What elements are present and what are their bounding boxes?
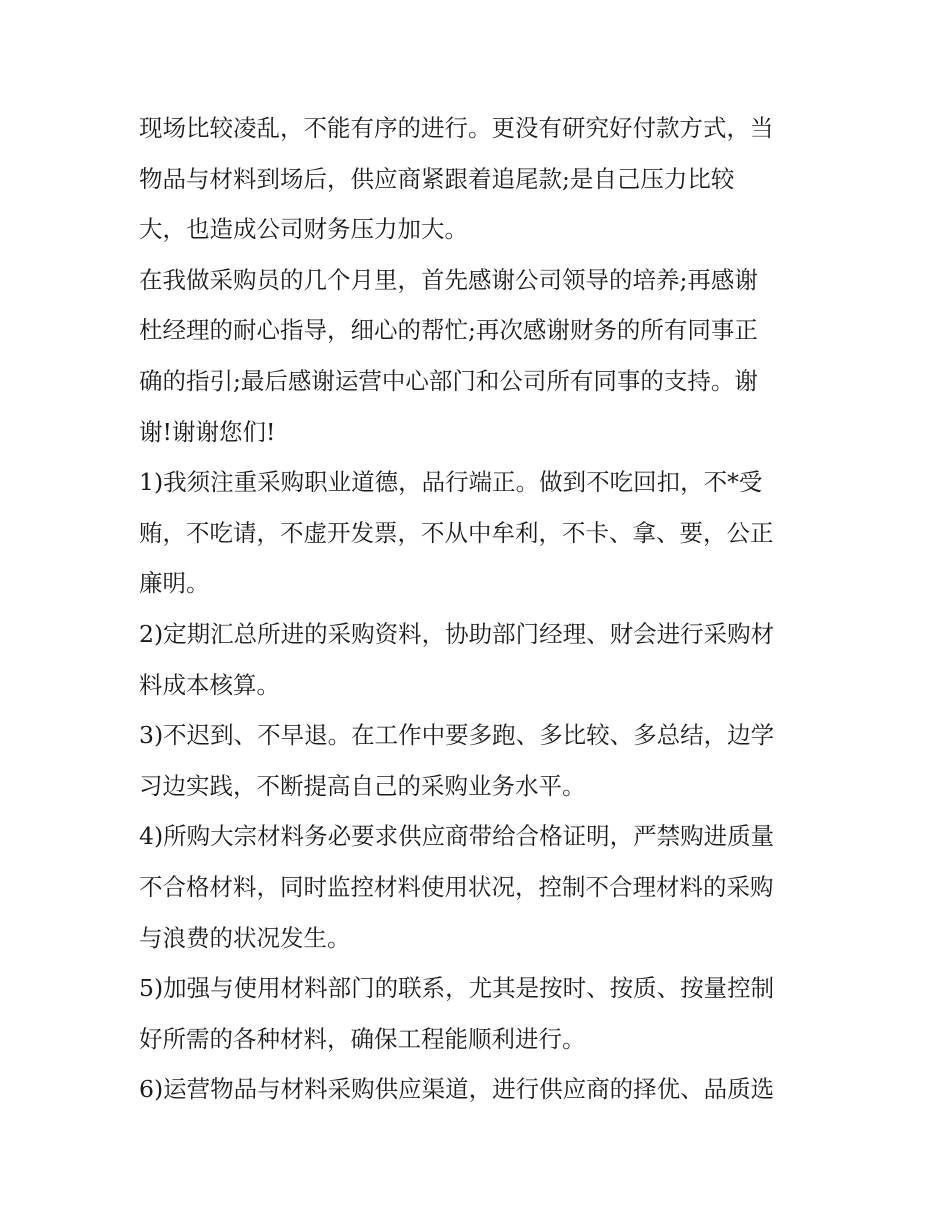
text-line: 现场比较凌乱，不能有序的进行。更没有研究好付款方式，当 [139,114,774,142]
list-item-line: 4)所购大宗材料务必要求供应商带给合格证明，严禁购进质量 [139,822,775,851]
list-item-line: 5)加强与使用材料部门的联系，尤其是按时、按质、按量控制 [139,974,775,1003]
text-line: 大，也造成公司财务压力加大。 [139,215,468,244]
text-line: 在我做采购员的几个月里，首先感谢公司领导的培养;再感谢 [139,265,758,294]
text-line: 杜经理的耐心指导，细心的帮忙;再次感谢财务的所有同事正 [139,316,758,345]
list-item-line: 1)我须注重采购职业道德，品行端正。做到不吃回扣，不*受 [139,468,763,497]
document-page [139,103,819,1115]
list-item-line: 好所需的各种材料，确保工程能顺利进行。 [139,1024,586,1053]
text-line: 确的指引;最后感谢运营中心部门和公司所有同事的支持。谢 [139,366,758,395]
list-item-line: 贿，不吃请，不虚开发票，不从中牟利，不卡、拿、要，公正 [139,518,774,547]
list-item-line: 3)不迟到、不早退。在工作中要多跑、多比较、多总结，边学 [139,721,775,750]
text-line: 物品与材料到场后，供应商紧跟着追尾款;是自己压力比较 [139,164,735,193]
list-item-line: 6)运营物品与材料采购供应渠道，进行供应商的择优、品质选 [139,1075,775,1104]
list-item-line: 与浪费的状况发生。 [139,923,351,952]
list-item-line: 廉明。 [139,569,210,598]
list-item-line: 料成本核算。 [139,670,280,699]
list-item-line: 不合格材料，同时监控材料使用状况，控制不合理材料的采购 [139,872,774,901]
text-line: 谢!谢谢您们! [139,417,276,446]
list-item-line: 2)定期汇总所进的采购资料，协助部门经理、财会进行采购材 [139,619,775,648]
list-item-line: 习边实践，不断提高自己的采购业务水平。 [139,771,586,800]
